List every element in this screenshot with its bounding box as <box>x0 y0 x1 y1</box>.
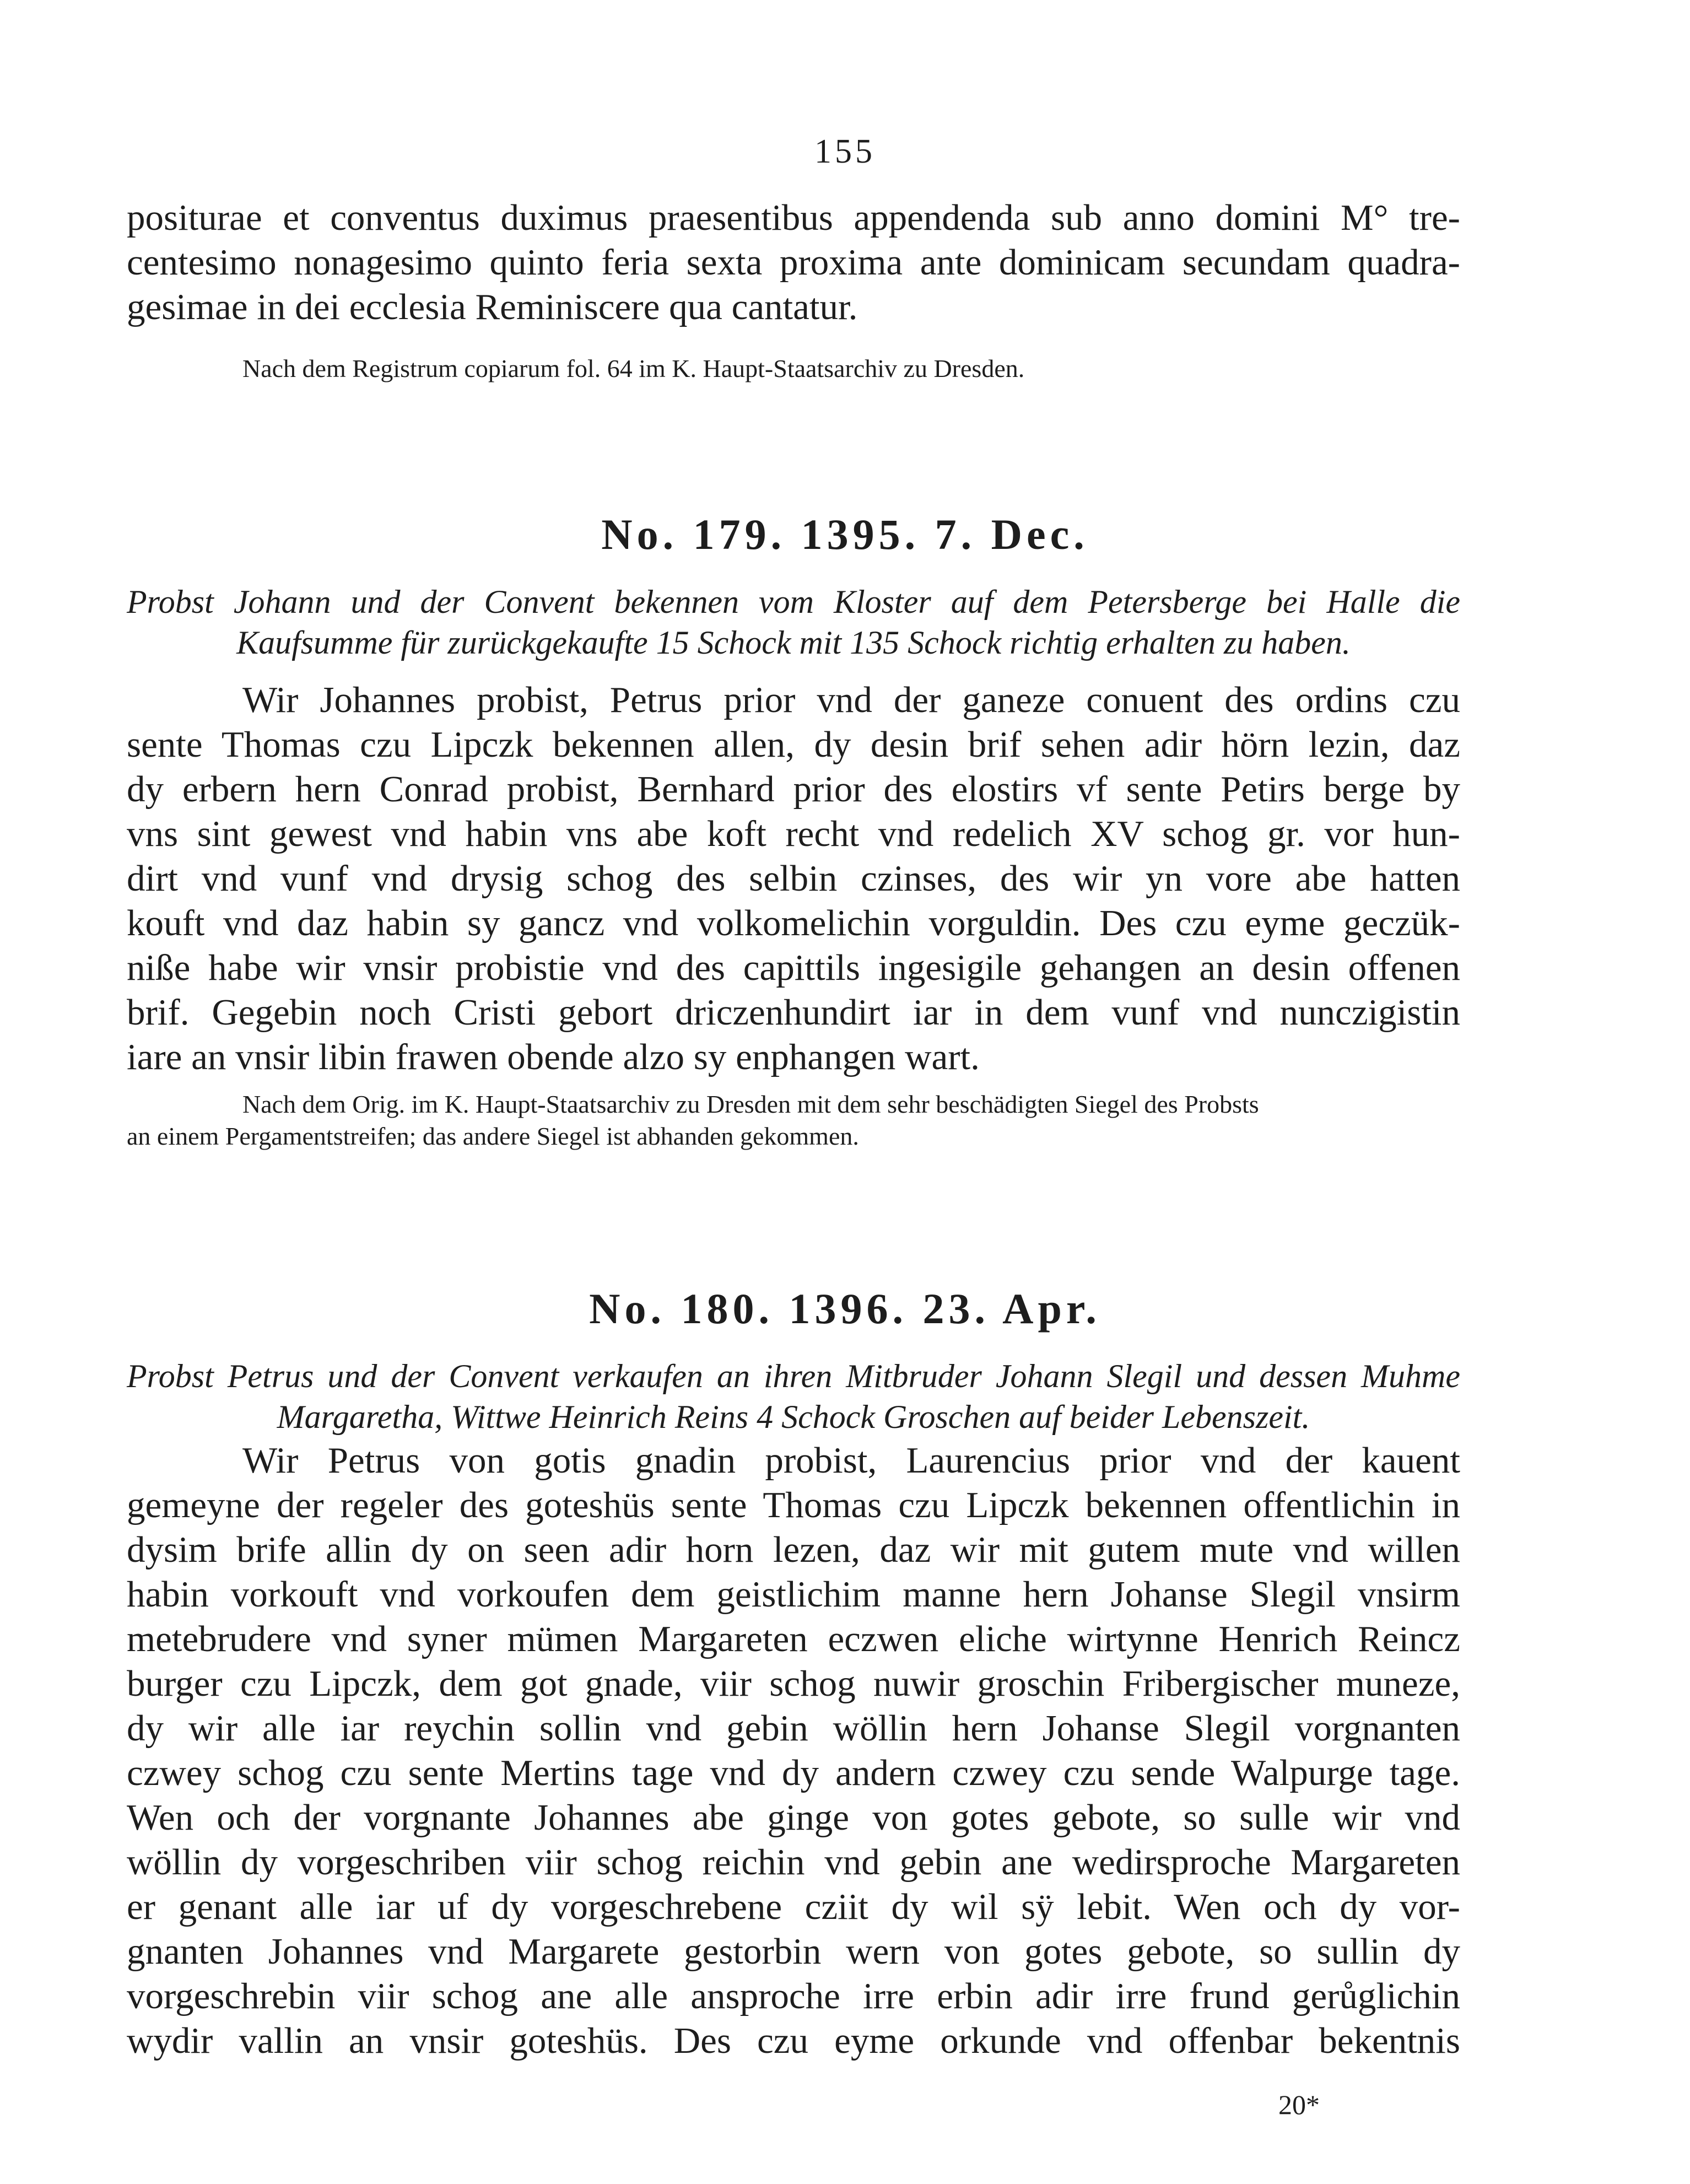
text-line: brif. Gegebin noch Cristi gebort driczenhundirt iar in dem vunf vnd nunczigistin <box>127 992 1460 1033</box>
continuation-source-note <box>127 353 1460 385</box>
document-paragraph <box>127 678 1460 1080</box>
text-line: gesimae in dei ecclesia Reminiscere qua cantatur. <box>127 287 858 327</box>
text-line: wöllin dy vorgeschriben viir schog reichin vnd gebin ane wedirsproche Margareten <box>127 1842 1460 1883</box>
text-line: positurae et conventus duximus praesentibus appendenda sub anno domini M° tre- <box>127 197 1460 238</box>
regest-180 <box>127 1356 1460 1437</box>
page-number: 155 <box>814 133 876 170</box>
text-line: vorgeschrebin viir schog ane alle ansproche irre erbin adir irre frund gerůglichin <box>127 1976 1460 2016</box>
note-line: Nach dem Orig. im K. Haupt-Staatsarchiv zu Dresden mit dem sehr beschädigten Siegel des Probsts <box>242 1090 1259 1118</box>
document-text-180 <box>127 1438 1460 2063</box>
text-line: Wir Johannes probist, Petrus prior vnd der ganeze conuent des ordins czu <box>242 680 1460 720</box>
text-line: iare an vnsir libin frawen obende alzo sy enphangen wart. <box>127 1037 980 1077</box>
regest-line: Margaretha, Wittwe Heinrich Reins 4 Schock Groschen auf beider Lebenszeit. <box>277 1399 1310 1435</box>
regest-line: Probst Petrus und der Convent verkaufen an ihren Mitbruder Johann Slegil und dessen Muhme <box>127 1358 1460 1394</box>
regest-179 <box>127 581 1460 663</box>
text-line: dy wir alle iar reychin sollin vnd gebin wöllin hern Johanse Slegil vorgnanten <box>127 1708 1460 1749</box>
source-note: Nach dem Registrum copiarum fol. 64 im K. Haupt-Staatsarchiv zu Dresden. <box>242 354 1025 382</box>
document-heading-179: No. 179. 1395. 7. Dec. <box>601 510 1089 558</box>
text-line: vns sint gewest vnd habin vns abe koft recht vnd redelich XV schog gr. vor hun- <box>127 813 1460 854</box>
text-line: kouft vnd daz habin sy gancz vnd volkomelichin vorguldin. Des czu eyme geczük- <box>127 903 1460 943</box>
text-line: dysim brife allin dy on seen adir horn lezen, daz wir mit gutem mute vnd willen <box>127 1529 1460 1570</box>
text-line: burger czu Lipczk, dem got gnade, viir schog nuwir groschin Fribergischer muneze, <box>127 1663 1460 1704</box>
text-line: czwey schog czu sente Mertins tage vnd dy andern czwey czu sende Walpurge tage. <box>127 1752 1460 1793</box>
text-line: dirt vnd vunf vnd drysig schog des selbin czinses, des wir yn vore abe hatten <box>127 858 1460 899</box>
regest-line: Probst Johann und der Convent bekennen vom Kloster auf dem Petersberge bei Halle die <box>127 584 1460 620</box>
text-line: gnanten Johannes vnd Margarete gestorbin wern von gotes gebote, so sullin dy <box>127 1931 1460 1972</box>
text-line: centesimo nonagesimo quinto feria sexta proxima ante dominicam secundam quadra- <box>127 242 1460 283</box>
document-text-179 <box>127 678 1460 1080</box>
text-line: niße habe wir vnsir probistie vnd des capittils ingesigile gehangen an desin offenen <box>127 947 1460 988</box>
text-line: metebrudere vnd syner mümen Margareten eczwen eliche wirtynne Henrich Reincz <box>127 1619 1460 1659</box>
text-line: Wen och der vorgnante Johannes abe ginge von gotes gebote, so sulle wir vnd <box>127 1797 1460 1838</box>
regest-paragraph <box>127 581 1460 663</box>
text-line: dy erbern hern Conrad probist, Bernhard prior des elostirs vf sente Petirs berge by <box>127 769 1460 810</box>
document-paragraph <box>127 1438 1460 2063</box>
signature-mark: 20* <box>1278 2089 1320 2120</box>
regest-paragraph <box>127 1356 1460 1437</box>
text-line: sente Thomas czu Lipczk bekennen allen, dy desin brif sehen adir hörn lezin, daz <box>127 724 1460 765</box>
text-line: Wir Petrus von gotis gnadin probist, Laurencius prior vnd der kauent <box>242 1440 1460 1481</box>
note-line: an einem Pergamentstreifen; das andere Siegel ist abhanden gekommen. <box>127 1122 859 1150</box>
document-heading-180: No. 180. 1396. 23. Apr. <box>589 1285 1101 1333</box>
source-note <box>127 1088 1460 1152</box>
text-line: gemeyne der regeler des goteshüs sente Thomas czu Lipczk bekennen offentlichin in <box>127 1485 1460 1525</box>
text-line: er genant alle iar uf dy vorgeschrebene cziit dy wil sÿ lebit. Wen och dy vor- <box>127 1886 1460 1927</box>
text-line: wydir vallin an vnsir goteshüs. Des czu eyme orkunde vnd offenbar bekentnis <box>127 2020 1460 2061</box>
source-note-179 <box>127 1088 1460 1152</box>
continuation-text <box>127 196 1460 330</box>
continuation-paragraph <box>127 196 1460 330</box>
text-line: habin vorkouft vnd vorkoufen dem geistlichim manne hern Johanse Slegil vnsirm <box>127 1574 1460 1615</box>
regest-line: Kaufsumme für zurückgekaufte 15 Schock mit 135 Schock richtig erhalten zu haben. <box>236 624 1351 661</box>
